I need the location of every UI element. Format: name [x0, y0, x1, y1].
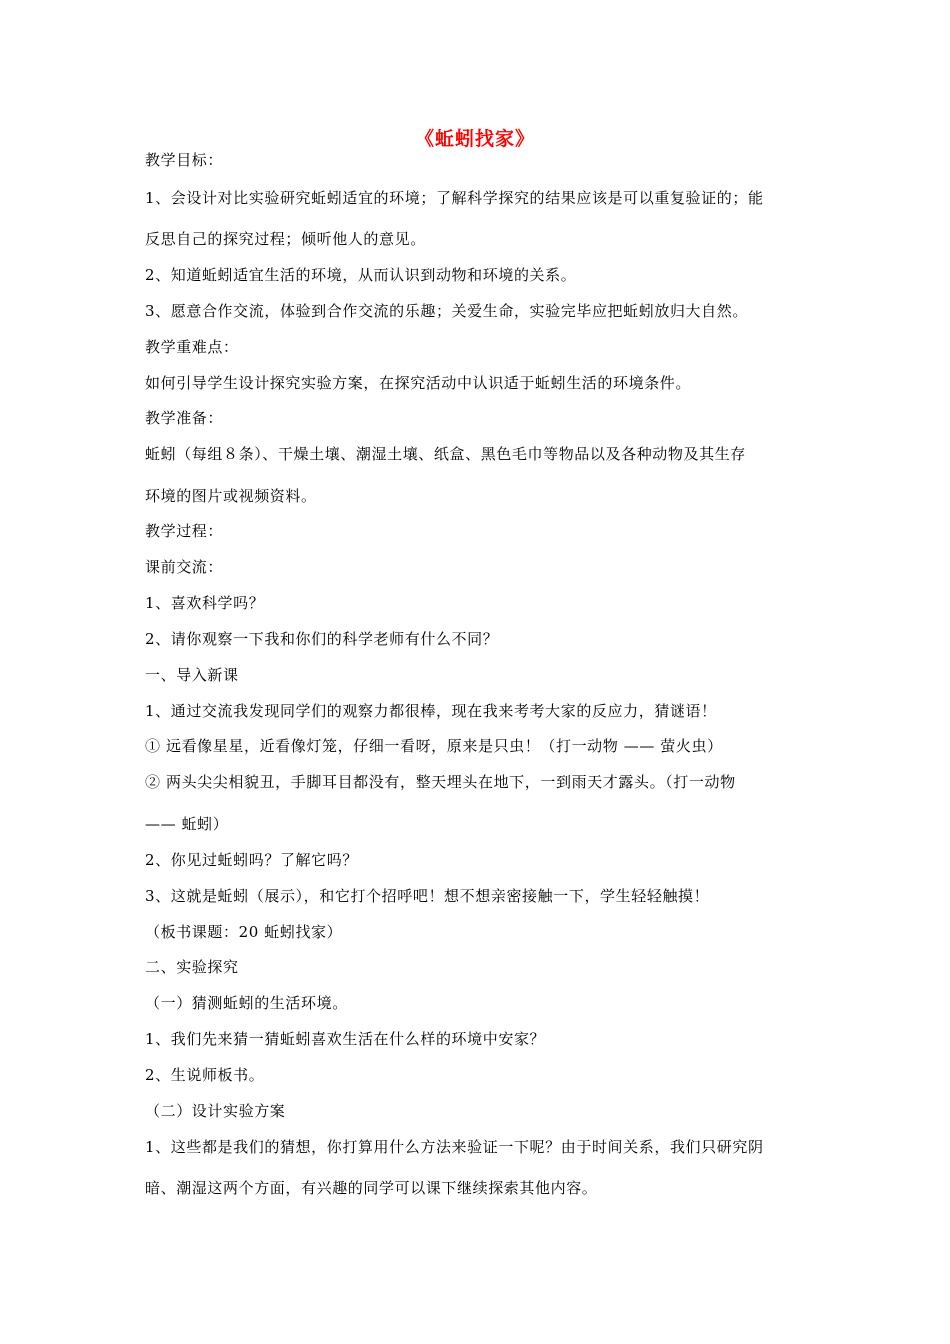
subheading-line: （一）猜测蚯蚓的生活环境。 [145, 994, 348, 1012]
heading-pre-class: 课前交流： [145, 558, 224, 576]
paragraph-line: 3、愿意合作交流，体验到合作交流的乐趣；关爱生命，实验完毕应把蚯蚓放归大自然。 [145, 302, 748, 320]
paragraph-line: 1、通过交流我发现同学们的观察力都很棒，现在我来考考大家的反应力，猜谜语！ [145, 702, 717, 720]
subheading-line: （二）设计实验方案 [145, 1102, 286, 1120]
paragraph-line: 1、喜欢科学吗？ [145, 594, 265, 612]
riddle-line: ② 两头尖尖相貌丑，手脚耳目都没有，整天埋头在地下，一到雨天才露头。（打一动物 [145, 773, 736, 791]
paragraph-line: 1、我们先来猜一猜蚯蚓喜欢生活在什么样的环境中安家？ [145, 1030, 546, 1048]
paragraph-line: 2、请你观察一下我和你们的科学老师有什么不同？ [145, 630, 499, 648]
paragraph-line: 如何引导学生设计探究实验方案，在探究活动中认识适于蚯蚓生活的环境条件。 [145, 374, 692, 392]
heading-teaching-goals: 教学目标： [145, 151, 224, 169]
board-title-note: （板书课题：20 蚯蚓找家） [145, 923, 343, 941]
paragraph-line: 反思自己的探究过程；倾听他人的意见。 [145, 230, 426, 248]
document-title: 《蚯蚓找家》 [414, 128, 535, 150]
paragraph-line: 1、会设计对比实验研究蚯蚓适宜的环境；了解科学探究的结果应该是可以重复验证的；能 [145, 189, 764, 207]
paragraph-line: 1、这些都是我们的猜想，你打算用什么方法来验证一下呢？由于时间关系，我们只研究阴 [145, 1138, 764, 1156]
heading-preparation: 教学准备： [145, 409, 224, 427]
paragraph-line: 2、知道蚯蚓适宜生活的环境，从而认识到动物和环境的关系。 [145, 266, 577, 284]
paragraph-line: 蚯蚓（每组８条）、干燥土壤、潮湿土壤、纸盒、黑色毛巾等物品以及各种动物及其生存 [145, 445, 746, 463]
heading-key-points: 教学重难点： [145, 338, 239, 356]
heading-process: 教学过程： [145, 522, 224, 540]
heading-section-1: 一、导入新课 [145, 666, 239, 684]
riddle-answer-line: —— 蚯蚓） [145, 815, 229, 833]
paragraph-line: 环境的图片或视频资料。 [145, 487, 317, 505]
riddle-line: ① 远看像星星，近看像灯笼，仔细一看呀，原来是只虫！（打一动物 —— 萤火虫） [145, 737, 723, 755]
heading-section-2: 二、实验探究 [145, 958, 239, 976]
paragraph-line: 3、这就是蚯蚓（展示），和它打个招呼吧！想不想亲密接触一下，学生轻轻触摸！ [145, 887, 710, 905]
paragraph-line: 暗、潮湿这两个方面，有兴趣的同学可以课下继续探索其他内容。 [145, 1179, 598, 1197]
paragraph-line: 2、你见过蚯蚓吗？了解它吗？ [145, 851, 358, 869]
paragraph-line: 2、生说师板书。 [145, 1066, 265, 1084]
